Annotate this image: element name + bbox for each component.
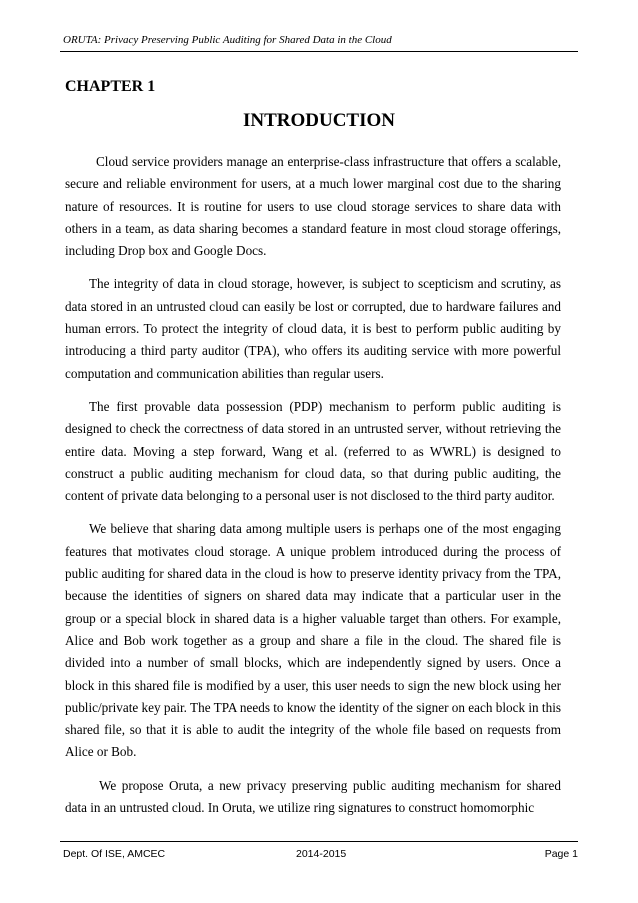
chapter-title-text: INTRODUCTION: [242, 110, 396, 131]
chapter-label: CHAPTER 1: [65, 78, 156, 95]
paragraph-3: The first provable data possession (PDP) mechanism to perform public auditing is designed to check the correctness of data stored in an untrusted server, without retrieving the entire data. Moving a step forward, Wang et al. (referred to as WWRL) is designed to construct a public auditing mechanism for cloud data, so that during public auditing, the content of private data belonging to a personal user is not disclosed to the third party auditor.: [65, 398, 561, 504]
chapter-title: [0, 110, 638, 132]
paragraph-5: We propose Oruta, a new privacy preserving public auditing mechanism for shared data in an untrusted cloud. In Oruta, we utilize ring signatures to construct homomorphic: [65, 777, 561, 816]
paragraph-4: We believe that sharing data among multiple users is perhaps one of the most engaging features that motivates cloud storage. A unique problem introduced during the process of public auditing for shared data in the cloud is how to preserve identity privacy from the TPA, because the identities of signers on shared data may indicate that a particular user in the group or a special block in shared data is a higher valuable target than others. For example, Alice and Bob work together as a group and share a file in the cloud. The shared file is divided into a number of small blocks, which are independently signed by users. Once a block in this shared file is modified by a user, this user needs to sign the new block using her public/private key pair. The TPA needs to know the identity of the signer on each block in this shared file, so that it is able to audit the integrity of the whole file based on requests from Alice or Bob.: [65, 521, 561, 760]
header-divider: [60, 51, 578, 52]
footer-page-number: Page 1: [544, 848, 578, 860]
paragraph-2: The integrity of data in cloud storage, however, is subject to scepticism and scrutiny, as data stored in an untrusted cloud can easily be lost or corrupted, due to hardware failures and human errors. To protect the integrity of cloud data, it is best to perform public auditing by introducing a third party auditor (TPA), who offers its auditing service with more powerful computation and communication abilities than regular users.: [65, 276, 561, 381]
body-text: [65, 151, 561, 830]
footer-divider: [60, 841, 578, 842]
footer-department: Dept. Of ISE, AMCEC: [63, 848, 166, 860]
paragraph-1: Cloud service providers manage an enterprise-class infrastructure that offers a scalable, secure and reliable environment for users, at a much lower marginal cost due to the sharing nature of resources. It is routine for users to use cloud storage services to share data with others in a team, as data sharing becomes a standard feature in most cloud storage offerings, including Drop box and Google Docs.: [65, 154, 561, 259]
footer-year: 2014-2015: [296, 848, 347, 860]
running-header: ORUTA: Privacy Preserving Public Auditing for Shared Data in the Cloud: [63, 34, 392, 46]
